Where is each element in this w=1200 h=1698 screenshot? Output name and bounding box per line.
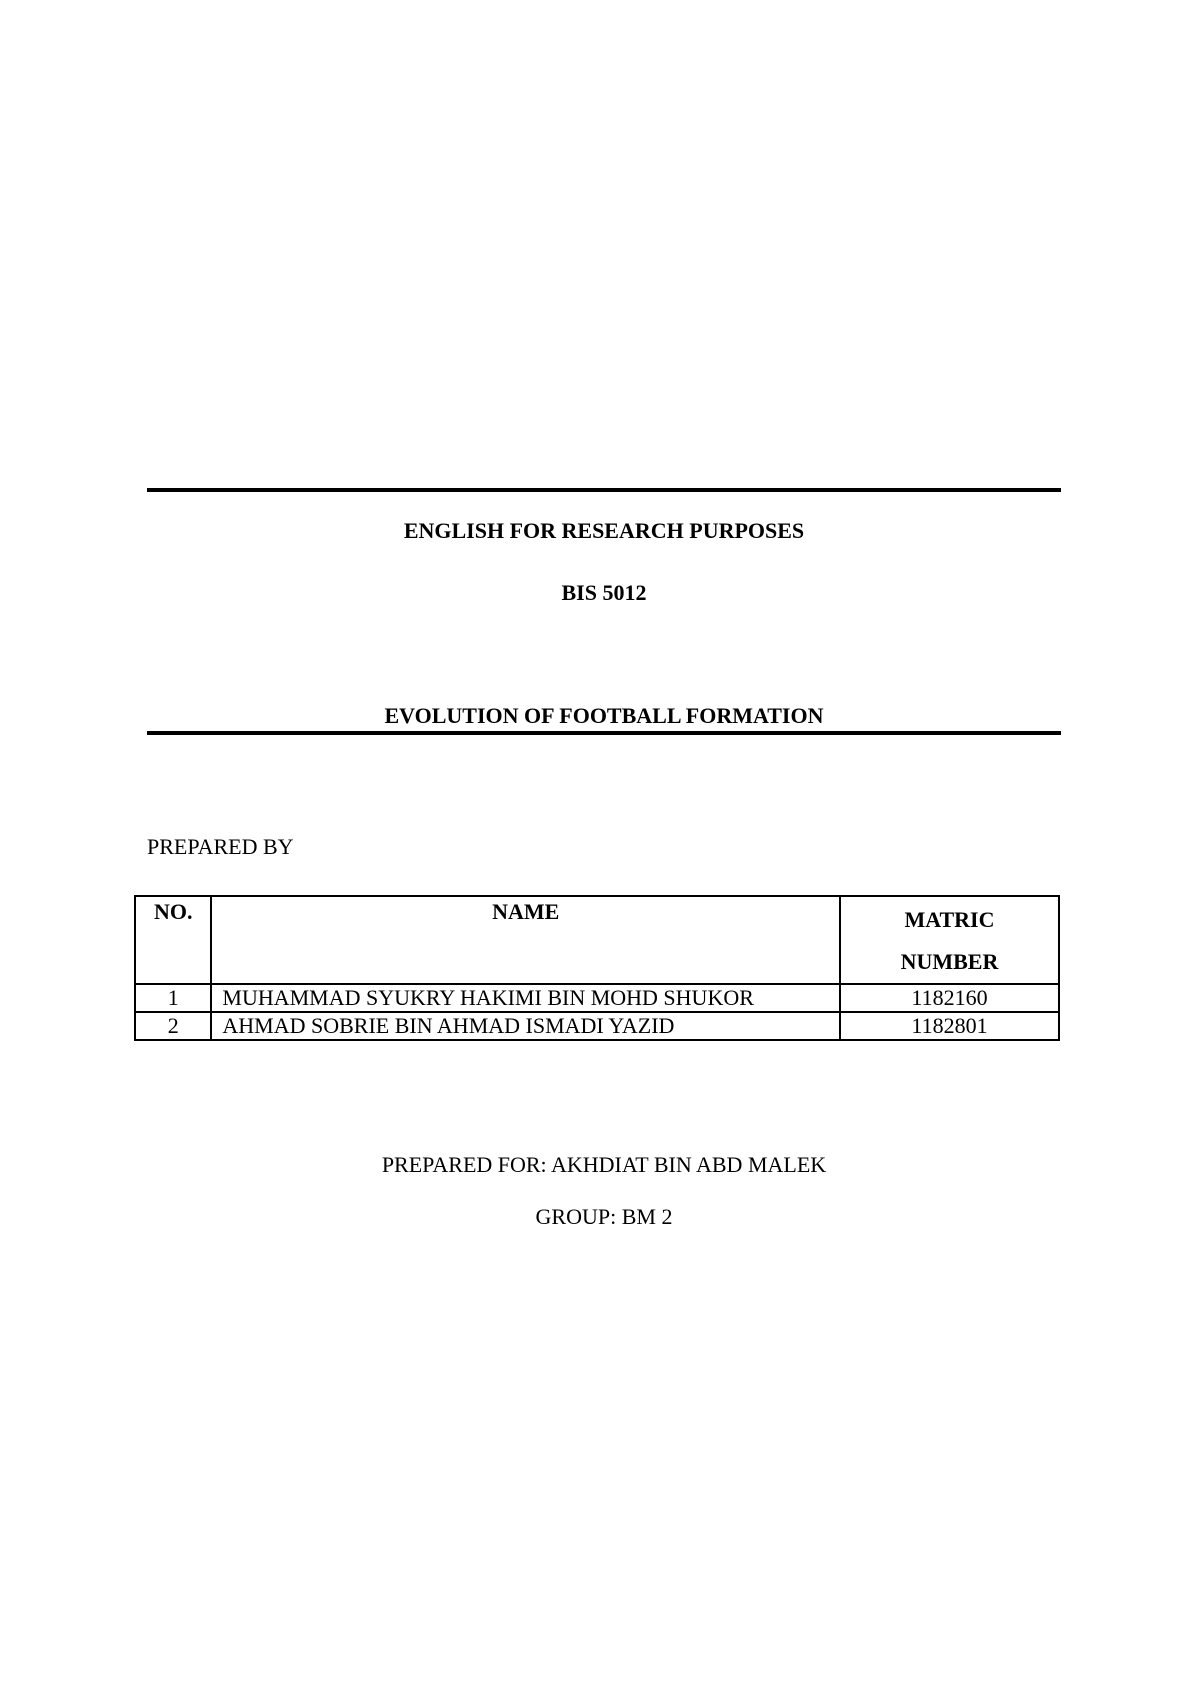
course-code: BIS 5012 xyxy=(561,580,647,605)
members-table xyxy=(134,895,1060,1041)
table-header-row xyxy=(135,896,1059,984)
row-name: MUHAMMAD SYUKRY HAKIMI BIN MOHD SHUKOR xyxy=(211,984,840,1012)
header-matric-line2: NUMBER xyxy=(900,949,999,974)
report-title: EVOLUTION OF FOOTBALL FORMATION xyxy=(384,703,824,728)
header-no: NO. xyxy=(135,896,211,984)
table-row xyxy=(135,984,1059,1012)
header-matric xyxy=(840,896,1059,984)
header-name: NAME xyxy=(211,896,840,984)
bottom-divider xyxy=(147,731,1061,735)
row-matric: 1182801 xyxy=(840,1012,1059,1040)
row-no: 2 xyxy=(135,1012,211,1040)
row-no: 1 xyxy=(135,984,211,1012)
group-label: GROUP: BM 2 xyxy=(535,1204,673,1229)
header-matric-line1: MATRIC xyxy=(904,907,995,932)
table-row xyxy=(135,1012,1059,1040)
top-divider xyxy=(147,488,1061,492)
prepared-for: PREPARED FOR: AKHDIAT BIN ABD MALEK xyxy=(381,1152,827,1177)
row-name: AHMAD SOBRIE BIN AHMAD ISMADI YAZID xyxy=(211,1012,840,1040)
prepared-by-label: PREPARED BY xyxy=(147,834,294,859)
course-title: ENGLISH FOR RESEARCH PURPOSES xyxy=(403,518,805,543)
row-matric: 1182160 xyxy=(840,984,1059,1012)
